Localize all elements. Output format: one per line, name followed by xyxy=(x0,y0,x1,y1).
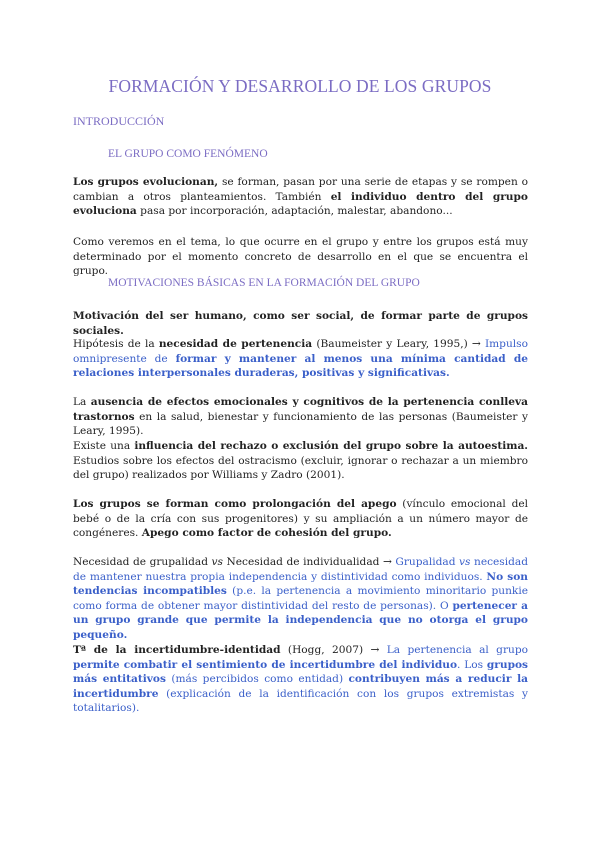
heading-grupo-fenomeno: EL GRUPO COMO FENÓMENO xyxy=(108,148,268,160)
text-blue-bold: permite combatir el sentimiento de incertidumbre del individuo xyxy=(73,658,458,671)
paragraph-ausencia xyxy=(73,395,528,439)
paragraph-desarrollo: Como veremos en el tema, lo que ocurre en el grupo y entre los grupos está muy determinado por el momento concreto de desarrollo en el que se encuentra el grupo. xyxy=(73,236,528,278)
paragraph-rechazo xyxy=(73,439,528,483)
heading-introduccion: INTRODUCCIÓN xyxy=(73,114,165,128)
paragraph-pertenencia xyxy=(73,337,528,381)
text-blue-bold: No son tendencias incompatibles xyxy=(73,570,528,598)
text: Hipótesis de la xyxy=(73,338,159,350)
text-bold: Los grupos se forman como prolongación del apego xyxy=(73,498,397,510)
text: La xyxy=(73,396,91,408)
text: (Hogg, 2007) → xyxy=(280,644,387,656)
text-italic: vs xyxy=(211,556,223,568)
text: Estudios sobre los efectos del ostracismo (excluir, ignorar o rechazar a un miembro del grupo) realizados por Williams y Zadro (2001). xyxy=(73,454,528,482)
text-blue-italic: vs xyxy=(459,556,471,568)
text-bold: Tª de la incertidumbre-identidad xyxy=(73,644,281,656)
paragraph-apego xyxy=(73,497,528,541)
text: pasa por incorporación, adaptación, malestar, abandono... xyxy=(136,205,453,218)
text-blue: (p.e. la pertenencia a movimiento minoritario punkie como forma de obtener mayor distintividad del resto de personas). O xyxy=(73,585,528,612)
text-blue-bold: contribuyen más a reducir la incertidumbre xyxy=(73,673,528,700)
text-blue: Grupalidad xyxy=(395,556,460,568)
heading-motivaciones: MOTIVACIONES BÁSICAS EN LA FORMACIÓN DEL GRUPO xyxy=(108,277,420,289)
text-blue-bold: grupos más entitativos xyxy=(73,658,529,686)
text-blue-bold: formar y mantener al menos una mínima cantidad de relaciones interpersonales duraderas, positivas y significativas. xyxy=(73,352,528,380)
paragraph-incertidumbre xyxy=(73,643,528,716)
text-bold: influencia del rechazo o exclusión del grupo sobre la autoestima. xyxy=(134,440,528,452)
text: en la salud, bienestar y funcionamiento de las personas (Baumeister y Leary, 1995). xyxy=(73,410,528,438)
text-blue: necesidad de mantener nuestra propia independencia y distintividad como individuos. xyxy=(73,556,528,583)
page-title: FORMACIÓN Y DESARROLLO DE LOS GRUPOS xyxy=(108,76,492,96)
text-blue: (explicación de la identificación con los grupos extremistas y totalitarios). xyxy=(73,687,528,715)
text-blue-bold: pertenecer a un grupo grande que permite la independencia que no otorga el grupo pequeño. xyxy=(73,599,528,641)
text: Necesidad de individualidad → xyxy=(222,556,396,568)
paragraph-evolucion xyxy=(73,175,528,219)
text: (vínculo emocional del bebé o de la cría con sus progenitores) y su ampliación a un número mayor de congéneres. xyxy=(73,498,529,540)
text-blue: La pertenencia al grupo xyxy=(386,644,528,656)
text-blue: (más percibidos como entidad) xyxy=(165,673,349,686)
text-bold: ausencia de efectos emocionales y cognitivos de la pertenencia conlleva trastornos xyxy=(73,396,529,423)
paragraph-motivacion: Motivación del ser humano, como ser social, de formar parte de grupos sociales. xyxy=(73,310,528,337)
text-bold: necesidad de pertenencia xyxy=(158,338,313,350)
text: (Baumeister y Leary, 1995,) → xyxy=(312,338,485,350)
text-blue: . Los xyxy=(457,658,487,671)
text-bold: el individuo dentro del grupo evoluciona xyxy=(73,190,528,218)
text: Necesidad de grupalidad xyxy=(73,556,212,568)
text-bold: Apego como factor de cohesión del grupo. xyxy=(141,527,392,540)
text: Existe una xyxy=(73,440,135,452)
text: se forman, pasan por una serie de etapas y se rompen o cambian a otros planteamientos. También xyxy=(73,176,528,203)
paragraph-grupalidad xyxy=(73,555,528,643)
text-bold: Los grupos evolucionan, xyxy=(73,176,219,188)
text-blue: Impulso omnipresente de xyxy=(73,338,528,365)
